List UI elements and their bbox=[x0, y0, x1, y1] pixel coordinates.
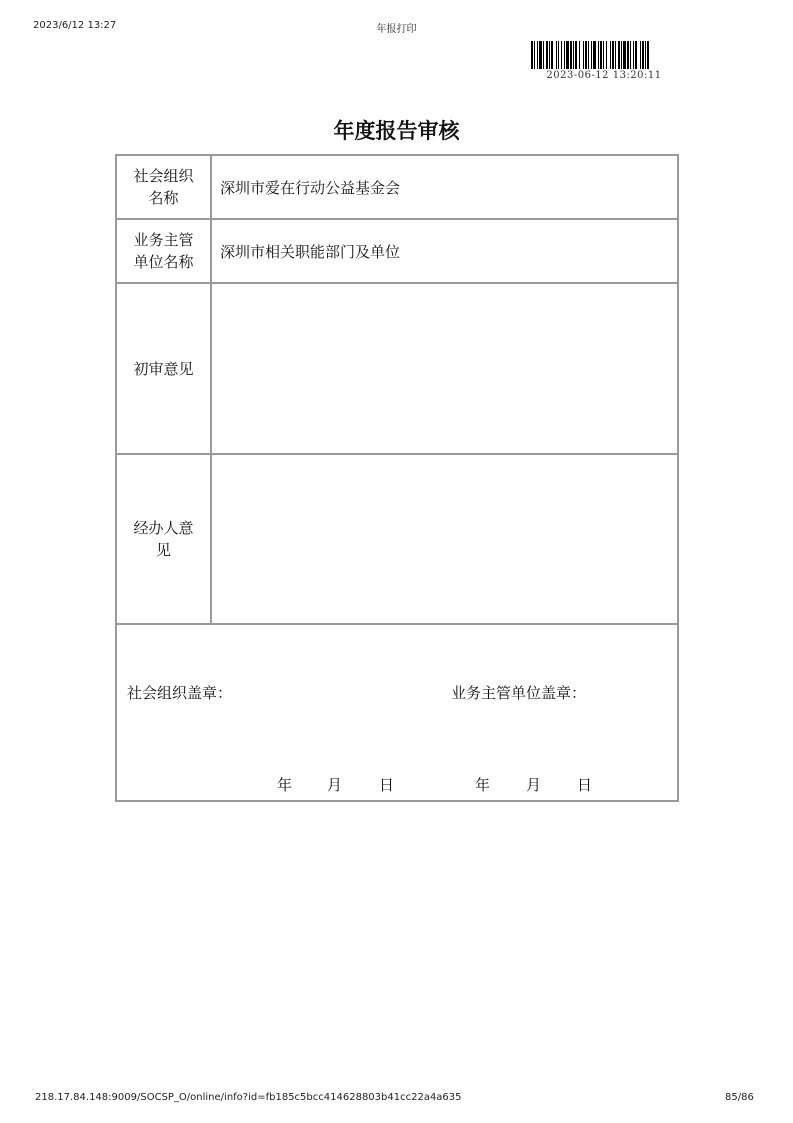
barcode-bar bbox=[598, 41, 599, 69]
barcode-bar bbox=[558, 41, 559, 69]
barcode-bar bbox=[570, 41, 572, 69]
supervisor-seal-year: 年 bbox=[475, 776, 491, 794]
supervisor-seal-label: 业务主管单位盖章： bbox=[451, 684, 587, 702]
barcode-bar bbox=[627, 41, 629, 69]
org-seal-month: 月 bbox=[327, 776, 343, 794]
barcode-bar bbox=[621, 41, 622, 69]
barcode bbox=[531, 41, 677, 69]
handler-opinion-label: 经办人意见 bbox=[133, 519, 194, 559]
barcode-bar bbox=[573, 41, 574, 69]
barcode-bar bbox=[612, 41, 614, 69]
review-form-table bbox=[115, 154, 679, 802]
barcode-bar bbox=[647, 41, 649, 69]
barcode-bar bbox=[593, 41, 596, 69]
document-title: 年度报告审核 bbox=[333, 119, 460, 143]
barcode-bar bbox=[531, 41, 533, 69]
org-seal-label: 社会组织盖章： bbox=[127, 684, 233, 702]
barcode-bar bbox=[633, 41, 634, 69]
supervisor-seal-month: 月 bbox=[526, 776, 542, 794]
barcode-bar bbox=[543, 41, 544, 69]
barcode-bar bbox=[610, 41, 611, 69]
initial-review-label: 初审意见 bbox=[133, 359, 194, 378]
barcode-bar bbox=[623, 41, 626, 69]
barcode-bar bbox=[539, 41, 542, 69]
barcode-bar bbox=[549, 41, 550, 69]
barcode-bar bbox=[583, 41, 584, 69]
barcode-bar bbox=[640, 41, 641, 69]
barcode-bar bbox=[635, 41, 637, 69]
barcode-bar bbox=[591, 41, 592, 69]
barcode-bar bbox=[566, 41, 569, 69]
barcode-bar bbox=[551, 41, 553, 69]
barcode-bar bbox=[588, 41, 589, 69]
barcode-bar bbox=[556, 41, 557, 69]
barcode-timestamp: 2023-06-12 13:20:11 bbox=[546, 70, 662, 81]
barcode-bar bbox=[618, 41, 620, 69]
print-header-title: 年报打印 bbox=[376, 24, 417, 35]
barcode-bar bbox=[603, 41, 604, 69]
barcode-bar bbox=[537, 41, 538, 69]
barcode-bar bbox=[606, 41, 607, 69]
column-divider bbox=[210, 156, 212, 625]
barcode-bar bbox=[600, 41, 602, 69]
barcode-bar bbox=[645, 41, 646, 69]
org-seal-year: 年 bbox=[277, 776, 293, 794]
supervisor-unit-value: 深圳市相关职能部门及单位 bbox=[220, 242, 401, 261]
barcode-bar bbox=[564, 41, 565, 69]
print-datetime: 2023/6/12 13:27 bbox=[33, 20, 117, 31]
barcode-bar bbox=[642, 41, 644, 69]
barcode-bar bbox=[615, 41, 616, 69]
barcode-bar bbox=[546, 41, 548, 69]
barcode-bar bbox=[630, 41, 631, 69]
org-name-value: 深圳市爱在行动公益基金会 bbox=[220, 178, 401, 197]
barcode-bar bbox=[534, 41, 535, 69]
page-number: 85/86 bbox=[725, 1092, 754, 1103]
barcode-bar bbox=[561, 41, 562, 69]
barcode-bar bbox=[579, 41, 580, 69]
page-url: 218.17.84.148:9009/SOCSP_O/online/info?id=fb185c5bcc414628803b41cc22a4a635 bbox=[35, 1092, 462, 1103]
barcode-bar bbox=[575, 41, 577, 69]
row-divider bbox=[117, 623, 677, 625]
supervisor-unit-label: 业务主管单位名称 bbox=[133, 231, 194, 271]
org-name-label: 社会组织名称 bbox=[133, 167, 194, 207]
barcode-bar bbox=[585, 41, 587, 69]
supervisor-seal-day: 日 bbox=[577, 776, 593, 794]
org-seal-day: 日 bbox=[379, 776, 395, 794]
